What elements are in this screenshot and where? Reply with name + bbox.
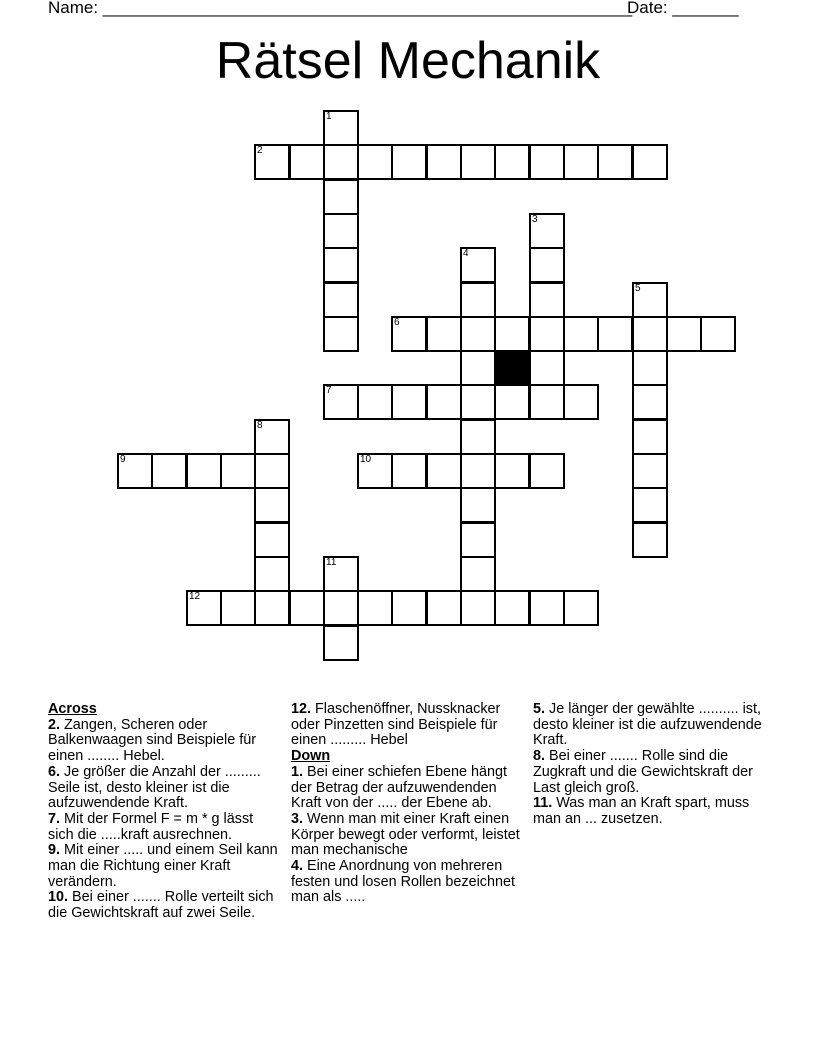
crossword-cell[interactable] [460, 590, 496, 626]
crossword-cell[interactable] [563, 384, 599, 420]
clue-number-label: 9 [120, 454, 126, 465]
name-field-label: Name: ________________________________________________________ [48, 0, 633, 17]
clue-number-label: 3 [532, 214, 538, 225]
crossword-cell[interactable] [563, 590, 599, 626]
crossword-cell[interactable] [494, 384, 530, 420]
crossword-cell[interactable] [391, 590, 427, 626]
clue-number: 7. [48, 810, 61, 827]
crossword-cell[interactable] [494, 316, 530, 352]
crossword-cell[interactable] [426, 316, 462, 352]
clue-text: Je länger der gewählte .......... ist, desto kleiner ist die aufzuwendende Kraft. [533, 701, 762, 749]
crossword-cell[interactable] [323, 556, 359, 592]
blocked-cell [494, 350, 530, 386]
crossword-cell[interactable] [529, 590, 565, 626]
crossword-cell[interactable] [426, 453, 462, 489]
crossword-cell[interactable] [529, 453, 565, 489]
clue-text: Eine Anordnung von mehreren festen und losen Rollen bezeichnet man als ..... [291, 858, 516, 906]
clue-text: Bei einer ....... Rolle sind die Zugkraft und die Gewichtskraft der Last gleich groß. [533, 748, 753, 796]
clues-column-1 [48, 702, 282, 922]
crossword-cell[interactable] [632, 384, 668, 420]
clue-number-label: 5 [635, 283, 641, 294]
clue-number: 3. [291, 810, 304, 827]
clue-number: 11. [533, 795, 553, 812]
crossword-cell[interactable] [323, 247, 359, 283]
clue-across-9 [48, 843, 282, 890]
clue-number: 6. [48, 763, 61, 780]
crossword-cell[interactable] [391, 144, 427, 180]
crossword-cell[interactable] [323, 625, 359, 661]
crossword-cell[interactable] [460, 419, 496, 455]
crossword-cell[interactable] [460, 453, 496, 489]
crossword-cell[interactable] [700, 316, 736, 352]
clue-number: 2. [48, 716, 61, 733]
crossword-cell[interactable] [186, 590, 222, 626]
clue-across-6 [48, 765, 282, 812]
clue-text: Zangen, Scheren oder Balkenwaagen sind Beispiele für einen ........ Hebel. [48, 716, 256, 765]
crossword-cell[interactable] [632, 487, 668, 523]
clue-number-label: 12 [189, 591, 201, 602]
clue-number-label: 7 [326, 385, 332, 396]
crossword-cell[interactable] [357, 453, 393, 489]
crossword-cell[interactable] [460, 384, 496, 420]
clue-down-8 [533, 749, 767, 796]
clue-number-label: 8 [257, 420, 263, 431]
crossword-cell[interactable] [597, 316, 633, 352]
crossword-cell[interactable] [220, 590, 256, 626]
crossword-cell[interactable] [632, 522, 668, 558]
crossword-cell[interactable] [289, 590, 325, 626]
page-title: Rätsel Mechanik [215, 32, 601, 90]
crossword-cell[interactable] [529, 213, 565, 249]
crossword-cell[interactable] [323, 179, 359, 215]
crossword-cell[interactable] [494, 453, 530, 489]
crossword-cell[interactable] [563, 144, 599, 180]
crossword-cell[interactable] [220, 453, 256, 489]
clue-number: 5. [533, 701, 546, 717]
clue-number: 8. [533, 748, 546, 765]
clue-down-11 [533, 796, 767, 827]
crossword-cell[interactable] [632, 419, 668, 455]
crossword-cell[interactable] [323, 144, 359, 180]
crossword-cell[interactable] [460, 556, 496, 592]
clue-number: 10. [48, 889, 69, 906]
clue-down-1 [291, 765, 525, 812]
crossword-cell[interactable] [186, 453, 222, 489]
crossword-cell[interactable] [254, 487, 290, 523]
crossword-cell[interactable] [460, 350, 496, 386]
clue-text: Mit der Formel F = m * g lässt sich die .....kraft ausrechnen. [48, 810, 254, 843]
crossword-cell[interactable] [529, 144, 565, 180]
crossword-cell[interactable] [254, 419, 290, 455]
crossword-cell[interactable] [632, 453, 668, 489]
crossword-cell[interactable] [323, 110, 359, 146]
clue-number-label: 6 [394, 317, 400, 328]
crossword-cell[interactable] [391, 316, 427, 352]
crossword-cell[interactable] [357, 590, 393, 626]
crossword-cell[interactable] [460, 522, 496, 558]
crossword-cell[interactable] [460, 487, 496, 523]
crossword-cell[interactable] [426, 590, 462, 626]
crossword-cell[interactable] [323, 282, 359, 318]
clues-column-3 [533, 702, 767, 828]
clue-number: 9. [48, 842, 61, 859]
crossword-cell[interactable] [529, 247, 565, 283]
clue-down-3 [291, 812, 525, 859]
clue-down-5 [533, 702, 767, 749]
crossword-cell[interactable] [460, 247, 496, 283]
crossword-cell[interactable] [323, 590, 359, 626]
clue-number-label: 10 [360, 454, 372, 465]
clue-number-label: 2 [257, 145, 263, 156]
crossword-cell[interactable] [357, 384, 393, 420]
crossword-cell[interactable] [323, 213, 359, 249]
clue-number-label: 11 [326, 557, 337, 568]
crossword-cell[interactable] [563, 316, 599, 352]
crossword-cell[interactable] [391, 384, 427, 420]
crossword-cell[interactable] [529, 282, 565, 318]
clue-text: Mit einer ..... und einem Seil kann man die Richtung einer Kraft verändern. [48, 842, 278, 890]
across-heading: Across [48, 701, 97, 717]
clue-text: Bei einer ....... Rolle verteilt sich die Gewichtskraft auf zwei Seile. [48, 889, 274, 922]
clue-across-7 [48, 812, 282, 843]
clues-column-2 [291, 702, 525, 906]
clue-number: 4. [291, 858, 304, 875]
clue-across-12 [291, 702, 525, 749]
clue-text: Was man an Kraft spart, muss man an ... zusetzen. [533, 795, 750, 827]
date-field-label: Date: _______ [627, 0, 739, 17]
clue-text: Je größer die Anzahl der ......... Seile ist, desto kleiner ist die aufzuwendende Kraft. [48, 763, 261, 812]
clue-number: 12. [291, 701, 312, 717]
crossword-cell[interactable] [632, 350, 668, 386]
crossword-cell[interactable] [460, 144, 496, 180]
crossword-cell[interactable] [323, 316, 359, 352]
clue-down-4 [291, 859, 525, 906]
crossword-cell[interactable] [494, 590, 530, 626]
clue-text: Flaschenöffner, Nussknacker oder Pinzetten sind Beispiele für einen ......... Hebel [291, 701, 501, 749]
crossword-cell[interactable] [117, 453, 153, 489]
clue-number-label: 1 [326, 111, 332, 122]
crossword-cell[interactable] [151, 453, 187, 489]
clue-number-label: 4 [463, 248, 469, 259]
crossword-cell[interactable] [426, 384, 462, 420]
crossword-cell[interactable] [254, 522, 290, 558]
crossword-cell[interactable] [632, 282, 668, 318]
crossword-cell[interactable] [632, 316, 668, 352]
crossword-cell[interactable] [632, 144, 668, 180]
crossword-cell[interactable] [323, 384, 359, 420]
crossword-cell[interactable] [460, 316, 496, 352]
crossword-cell[interactable] [426, 144, 462, 180]
crossword-cell[interactable] [460, 282, 496, 318]
clue-text: Bei einer schiefen Ebene hängt der Betrag der aufzuwendenden Kraft von der ..... der Ebene ab. [291, 763, 508, 812]
clue-number: 1. [291, 763, 304, 780]
crossword-cell[interactable] [529, 384, 565, 420]
crossword-cell[interactable] [597, 144, 633, 180]
crossword-cell[interactable] [666, 316, 702, 352]
clue-text: Wenn man mit einer Kraft einen Körper bewegt oder verformt, leistet man mechanische [291, 810, 520, 859]
crossword-cell[interactable] [254, 453, 290, 489]
down-heading: Down [291, 748, 331, 765]
crossword-cell[interactable] [254, 556, 290, 592]
clue-across-10 [48, 890, 282, 921]
crossword-cell[interactable] [391, 453, 427, 489]
crossword-cell[interactable] [254, 590, 290, 626]
crossword-cell[interactable] [494, 144, 530, 180]
crossword-cell[interactable] [289, 144, 325, 180]
crossword-cell[interactable] [254, 144, 290, 180]
crossword-cell[interactable] [529, 316, 565, 352]
crossword-cell[interactable] [529, 350, 565, 386]
clue-across-2 [48, 718, 282, 765]
crossword-cell[interactable] [357, 144, 393, 180]
